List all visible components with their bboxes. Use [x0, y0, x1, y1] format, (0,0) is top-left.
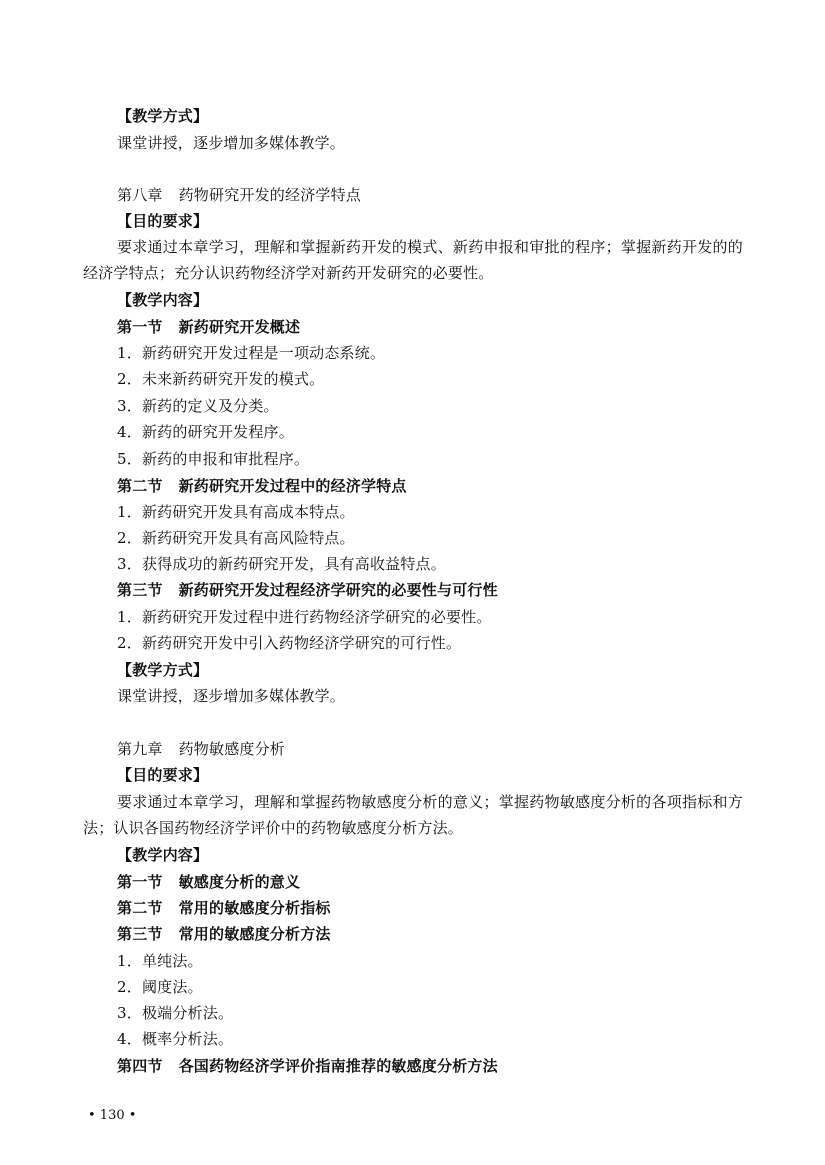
ch8-section-2-number: 第二节 — [117, 477, 163, 495]
teach-method-heading: 【教学方式】 — [117, 107, 209, 125]
list-item: 2．新药研究开发中引入药物经济学研究的可行性。 — [117, 634, 462, 652]
ch8-method-heading: 【教学方式】 — [117, 661, 209, 679]
ch8-section-1-title — [117, 317, 300, 337]
ch9-section-3-number: 第三节 — [117, 925, 163, 943]
ch8-method-text: 课堂讲授，逐步增加多媒体教学。 — [117, 687, 346, 705]
page-number: • 130 • — [88, 1108, 137, 1123]
chapter-8-number: 第八章 — [117, 186, 163, 204]
ch8-section-1-name: 新药研究开发概述 — [178, 318, 301, 336]
list-item: 2．阈度法。 — [117, 978, 203, 996]
ch9-section-4-title — [117, 1056, 498, 1076]
list-item: 2．新药研究开发具有高风险特点。 — [117, 529, 355, 547]
ch9-section-4-number: 第四节 — [117, 1057, 163, 1075]
chapter-9-number: 第九章 — [117, 740, 163, 758]
list-item: 1．新药研究开发过程是一项动态系统。 — [117, 344, 386, 362]
ch8-section-2-title — [117, 476, 407, 496]
list-item: 5．新药的申报和审批程序。 — [117, 450, 310, 468]
list-item: 1．单纯法。 — [117, 952, 203, 970]
ch9-section-3-title — [117, 924, 331, 944]
ch8-section-3-number: 第三节 — [117, 581, 163, 599]
ch9-section-2-title — [117, 898, 331, 918]
chapter-8-title — [117, 185, 361, 205]
list-item: 3．获得成功的新药研究开发，具有高收益特点。 — [117, 555, 446, 573]
list-item: 1．新药研究开发具有高成本特点。 — [117, 503, 355, 521]
chapter-9-title — [117, 739, 285, 759]
ch9-section-2-name: 常用的敏感度分析指标 — [178, 899, 331, 917]
ch9-content-heading: 【教学内容】 — [117, 846, 209, 864]
ch8-section-3-title — [117, 580, 498, 600]
list-item: 2．未来新药研究开发的模式。 — [117, 370, 325, 388]
teach-method-text: 课堂讲授，逐步增加多媒体教学。 — [117, 134, 346, 152]
list-item: 1．新药研究开发过程中进行药物经济学研究的必要性。 — [117, 608, 492, 626]
ch9-section-3-name: 常用的敏感度分析方法 — [178, 925, 331, 943]
ch8-section-1-number: 第一节 — [117, 318, 163, 336]
list-item: 4．新药的研究开发程序。 — [117, 423, 294, 441]
ch9-section-1-name: 敏感度分析的意义 — [178, 873, 301, 891]
ch9-section-2-number: 第二节 — [117, 899, 163, 917]
ch8-requirements-heading: 【目的要求】 — [117, 212, 209, 230]
ch8-requirements-text: 要求通过本章学习，理解和掌握新药开发的模式、新药申报和审批的程序；掌握新药开发的的经济学特点；充分认识药物经济学对新药开发研究的必要性。 — [83, 238, 743, 282]
list-item: 3．极端分析法。 — [117, 1004, 234, 1022]
ch9-section-1-title — [117, 872, 300, 892]
ch9-requirements-heading: 【目的要求】 — [117, 766, 209, 784]
list-item: 3．新药的定义及分类。 — [117, 397, 279, 415]
chapter-8-name: 药物研究开发的经济学特点 — [178, 186, 362, 204]
ch9-section-4-name: 各国药物经济学评价指南推荐的敏感度分析方法 — [178, 1057, 498, 1075]
ch8-section-3-name: 新药研究开发过程经济学研究的必要性与可行性 — [178, 581, 498, 599]
chapter-9-name: 药物敏感度分析 — [178, 740, 286, 758]
ch8-content-heading: 【教学内容】 — [117, 291, 209, 309]
ch8-section-2-name: 新药研究开发过程中的经济学特点 — [178, 477, 407, 495]
ch9-requirements-text: 要求通过本章学习，理解和掌握药物敏感度分析的意义；掌握药物敏感度分析的各项指标和方法；认识各国药物经济学评价中的药物敏感度分析方法。 — [83, 793, 743, 837]
ch9-section-1-number: 第一节 — [117, 873, 163, 891]
list-item: 4．概率分析法。 — [117, 1030, 234, 1048]
